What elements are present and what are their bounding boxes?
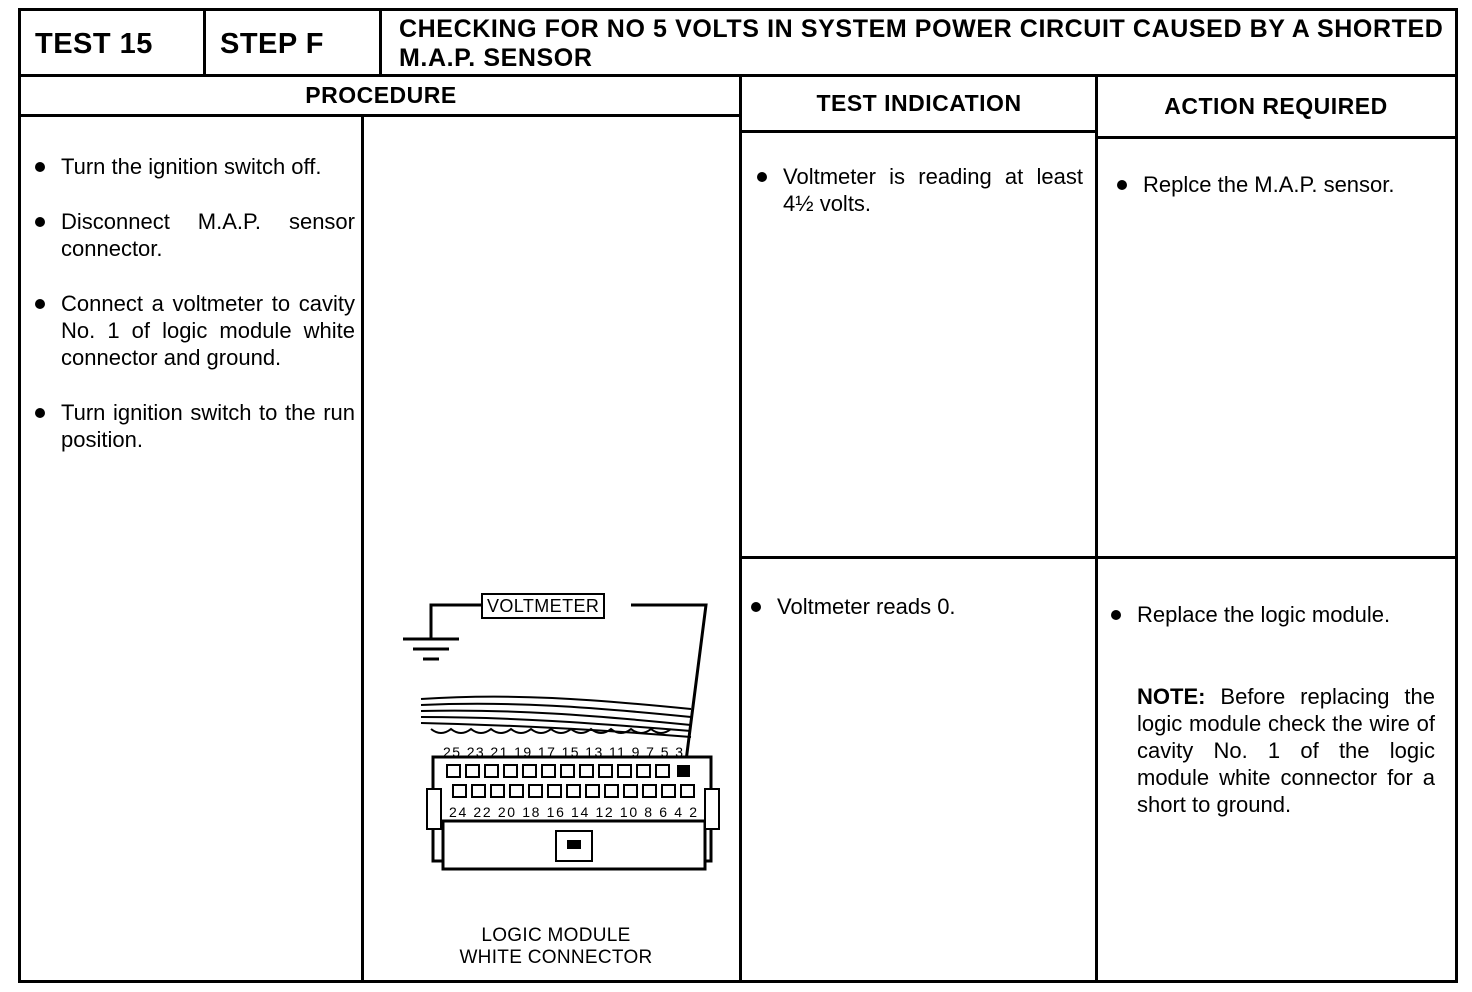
wire-bundle — [421, 697, 691, 737]
test-title: CHECKING FOR NO 5 VOLTS IN SYSTEM POWER CIRCUIT CAUSED BY A SHORTED M.A.P. SENSOR — [399, 15, 1444, 72]
bullet-icon — [1111, 610, 1121, 620]
note-block — [1137, 683, 1435, 818]
indication-row-2 — [745, 593, 1077, 648]
indication-row-1 — [751, 163, 1083, 245]
note-label: NOTE: — [1137, 684, 1206, 709]
procedure-step: Turn the ignition switch off. — [29, 153, 355, 180]
test-sheet — [18, 8, 1458, 983]
connector-diagram — [391, 581, 721, 901]
connector-side-right — [705, 789, 719, 829]
voltmeter-label: VOLTMETER — [481, 593, 605, 619]
bullet-icon — [35, 408, 45, 418]
procedure-step: Turn ignition switch to the run position. — [29, 399, 355, 453]
bottom-row-numbers: 24 22 20 18 16 14 12 10 8 6 4 2 — [449, 804, 697, 820]
indication-item: Voltmeter is reading at least 4½ volts. — [751, 163, 1083, 217]
action-row-1 — [1111, 171, 1439, 226]
bullet-icon — [1117, 180, 1127, 190]
note-text: Before replacing the logic module check the wire of cavity No. 1 of the logic module white connector for a short to ground. — [1137, 684, 1435, 817]
bullet-icon — [751, 602, 761, 612]
procedure-list — [29, 153, 355, 481]
test-number: TEST 15 — [21, 11, 206, 77]
bullet-icon — [35, 299, 45, 309]
bullet-icon — [757, 172, 767, 182]
row-divider — [739, 556, 1455, 559]
connector-side-left — [427, 789, 441, 829]
meter-lead-probe — [631, 605, 706, 761]
procedure-heading: PROCEDURE — [21, 77, 741, 117]
procedure-step: Connect a voltmeter to cavity No. 1 of logic module white connector and ground. — [29, 290, 355, 371]
action-item: Replace the logic module. — [1105, 601, 1435, 628]
top-row-numbers: 25 23 21 19 17 15 13 11 9 7 5 3 — [443, 744, 683, 760]
caption-line-2: WHITE CONNECTOR — [459, 947, 653, 968]
meter-lead-ground — [431, 605, 481, 639]
bullet-icon — [35, 162, 45, 172]
test-indication-heading: TEST INDICATION — [741, 77, 1097, 133]
action-item: Replce the M.A.P. sensor. — [1111, 171, 1439, 198]
action-required-heading: ACTION REQUIRED — [1097, 77, 1455, 139]
figure-caption — [391, 925, 721, 969]
bullet-icon — [35, 217, 45, 227]
cavity-1 — [677, 765, 690, 777]
procedure-step: Disconnect M.A.P. sensor connector. — [29, 208, 355, 262]
action-divider — [1095, 77, 1098, 983]
caption-line-1: LOGIC MODULE — [481, 925, 631, 946]
indication-divider — [739, 77, 742, 983]
step-label: STEP F — [206, 11, 382, 77]
procedure-divider — [361, 117, 364, 983]
latch-tab — [567, 840, 581, 849]
indication-item: Voltmeter reads 0. — [745, 593, 1077, 620]
action-row-2 — [1105, 601, 1435, 656]
